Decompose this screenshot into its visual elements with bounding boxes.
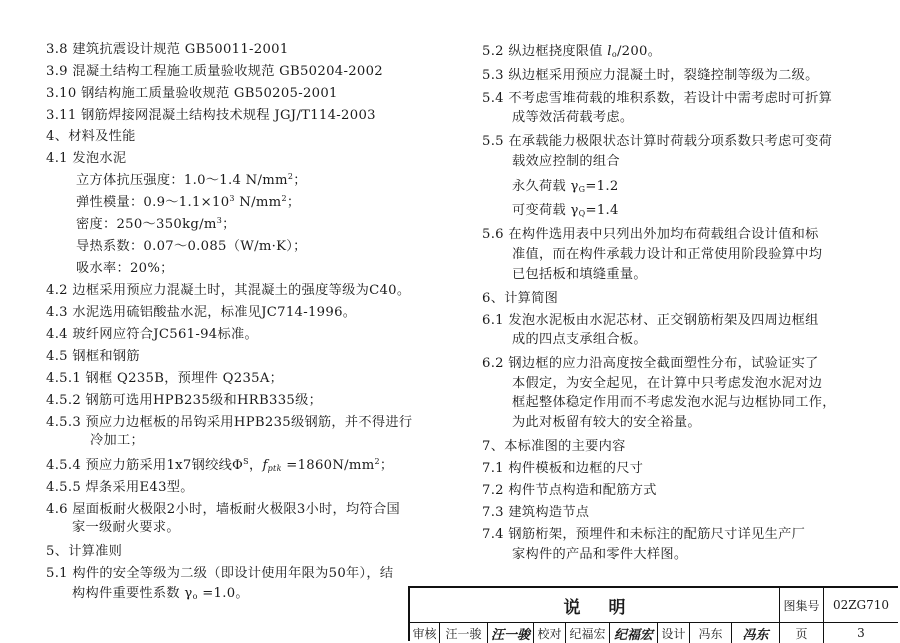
clause-3-8: 3.8 建筑抗震设计规范 GB50011-2001 (46, 42, 289, 57)
clause-4-5-4: 4.5.4 预应力筋采用1x7钢绞线$\Phi^S$，$f_{ptk} =1860N/mm^2$； (46, 457, 394, 473)
section-7-heading: 7、本标准图的主要内容 (482, 439, 626, 454)
clause-4-3: 4.3 水泥选用硫铝酸盐水泥，标准见JC714-1996。 (46, 305, 357, 320)
design-label-cell (658, 623, 690, 643)
designer-signature-cell (732, 623, 780, 643)
designer-name-cell (690, 623, 732, 643)
clause-5-3: 5.3 纵边框采用预应力混凝土时，裂缝控制等级为二级。 (482, 68, 819, 83)
density: 密度：$250\sim 350kg/m^3$； (76, 216, 236, 232)
clause-5-1: 5.1 构件的安全等级为二级（即设计使用年限为50年），结 (46, 566, 394, 581)
clause-5-4-cont: 成等效活荷载考虑。 (512, 110, 634, 125)
compressive-strength: 立方体抗压强度：1.0～1.4 $N/mm^2$； (76, 172, 307, 188)
clause-5-6: 5.6 在构件选用表中只列出外加均布荷载组合设计值和标 (482, 227, 819, 242)
page-number-cell (824, 623, 898, 643)
section-5-heading: 5、计算准则 (46, 544, 123, 559)
clause-6-2-cont-3: 为此对板留有较大的安全裕量。 (512, 415, 701, 430)
drawing-title: 说明 (563, 597, 654, 618)
elastic-modulus: 弹性模量：$0.9\sim 1.1\times 10^3$ $N/mm^2$； (76, 194, 301, 210)
section-6-heading: 6、计算简图 (482, 291, 559, 306)
clause-5-4: 5.4 不考虑雪堆荷载的堆积系数，若设计中需考虑时可折算 (482, 91, 833, 106)
reviewer-signature: 汪一骏 (490, 627, 530, 643)
checker-name-cell (566, 623, 610, 643)
clause-3-9: 3.9 混凝土结构工程施工质量验收规范 GB50204-2002 (46, 64, 383, 79)
clause-7-4: 7.4 钢筋桁架，预埋件和未标注的配筋尺寸详见生产厂 (482, 527, 806, 542)
clause-5-5: 5.5 在承载能力极限状态计算时荷载分项系数只考虑可变荷 (482, 134, 833, 149)
clause-5-6-cont-1: 准值，而在构件承载力设计和正常使用阶段验算中均 (512, 247, 823, 262)
checker-name: 纪福宏 (569, 626, 606, 641)
reviewer-signature-cell (488, 623, 534, 643)
page-number: 3 (857, 626, 865, 640)
title-block-row-signatures (410, 623, 898, 643)
page-label-cell (780, 623, 824, 643)
clause-4-5-5: 4.5.5 焊条采用E43型。 (46, 480, 194, 495)
clause-4-6: 4.6 屋面板耐火极限2小时，墙板耐火极限3小时，均符合国 (46, 502, 400, 517)
drawing-title-cell (410, 588, 780, 622)
atlas-label-cell (780, 588, 824, 622)
clause-4-5-3: 4.5.3 预应力边框板的吊钩采用HPB235级钢筋，并不得进行 (46, 415, 413, 430)
page-label: 页 (795, 626, 808, 641)
clause-4-5-2: 4.5.2 钢筋可选用HPB235级和HRB335级； (46, 393, 323, 408)
review-label: 审核 (412, 626, 437, 641)
dead-load-factor: 永久荷载 $\gamma_G=1.2$ (512, 179, 619, 194)
clause-3-11: 3.11 钢筋焊接网混凝土结构技术规程 JGJ/T114-2003 (46, 108, 376, 123)
designer-name: 冯东 (698, 626, 723, 641)
clause-4-6-cont: 家一级耐火要求。 (72, 520, 180, 535)
thermal-conductivity: 导热系数：0.07～0.085（W/m·K）； (76, 239, 307, 254)
clause-6-1-cont: 成的四点支承组合板。 (512, 332, 647, 347)
review-label-cell (410, 623, 440, 643)
designer-signature: 冯东 (742, 627, 769, 643)
clause-4-5-3-cont: 冷加工； (90, 433, 144, 448)
clause-4-4: 4.4 玻纤网应符合JC561-94标准。 (46, 327, 258, 342)
clause-4-2: 4.2 边框采用预应力混凝土时，其混凝土的强度等级为C40。 (46, 283, 411, 298)
clause-4-5-1: 4.5.1 钢框 Q235B，预埋件 Q235A； (46, 371, 284, 386)
reviewer-name-cell (440, 623, 488, 643)
atlas-number: 02ZG710 (832, 598, 890, 612)
water-absorption: 吸水率：20%； (76, 261, 174, 276)
clause-5-5-cont: 载效应控制的组合 (512, 154, 620, 169)
clause-4-5: 4.5 钢框和钢筋 (46, 349, 140, 364)
title-block-row-title (410, 588, 898, 623)
clause-4-1: 4.1 发泡水泥 (46, 151, 127, 166)
clause-5-6-cont-2: 已包括板和填缝重量。 (512, 267, 647, 282)
live-load-factor: 可变荷载 $\gamma_Q=1.4$ (512, 203, 619, 218)
clause-7-1: 7.1 构件模板和边框的尺寸 (482, 461, 644, 476)
title-block (408, 586, 898, 641)
atlas-number-cell (824, 588, 898, 622)
checker-signature: 纪福宏 (613, 627, 653, 643)
check-label: 校对 (537, 626, 562, 641)
clause-7-3: 7.3 建筑构造节点 (482, 505, 590, 520)
design-label: 设计 (661, 626, 686, 641)
atlas-label: 图集号 (783, 598, 820, 613)
clause-6-2-cont-1: 本假定，为安全起见，在计算中只考虑发泡水泥对边 (512, 376, 823, 391)
reviewer-name: 汪一骏 (445, 626, 482, 641)
clause-5-2: 5.2 纵边框挠度限值 $l_o/200$。 (482, 44, 662, 59)
section-4-heading: 4、材料及性能 (46, 129, 136, 144)
clause-7-2: 7.2 构件节点构造和配筋方式 (482, 483, 657, 498)
clause-5-1-cont: 构构件重要性系数 $\gamma_o =1.0$。 (72, 586, 249, 601)
clause-3-10: 3.10 钢结构施工质量验收规范 GB50205-2001 (46, 86, 338, 101)
clause-6-1: 6.1 发泡水泥板由水泥芯材、正交钢筋桁架及四周边框组 (482, 313, 819, 328)
clause-6-2: 6.2 钢边框的应力沿高度按全截面塑性分布，试验证实了 (482, 356, 819, 371)
checker-signature-cell (610, 623, 658, 643)
clause-6-2-cont-2: 框起整体稳定作用而不考虑发泡水泥与边框协同工作， (512, 395, 836, 410)
clause-7-4-cont: 家构件的产品和零件大样图。 (512, 547, 688, 562)
check-label-cell (534, 623, 566, 643)
